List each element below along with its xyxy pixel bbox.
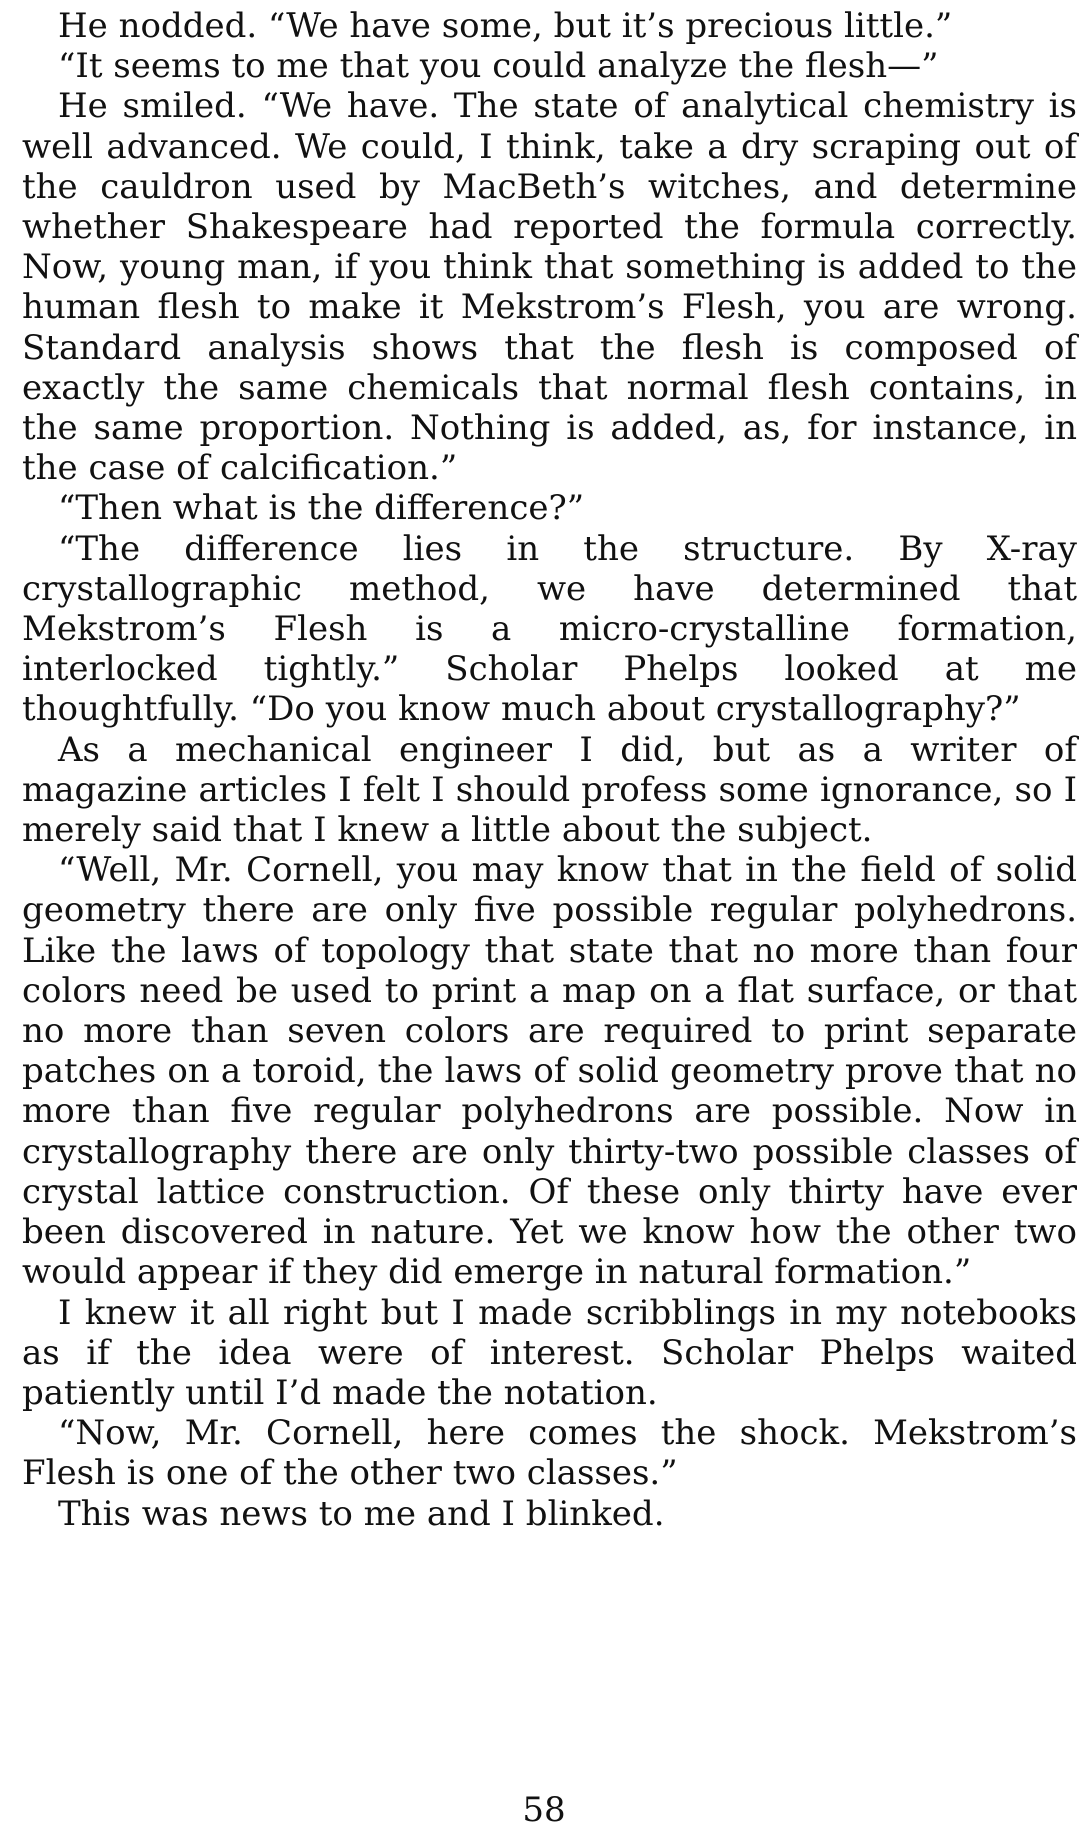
paragraph: “Well, Mr. Cornell, you may know that in the field of solid geometry there are only five possible regular polyhedrons. Like the laws of topology that state that no more than four colors need be used to print a map on a flat surface, or that no more than seven colors are required to print separate patches on a toroid, the laws of solid geometry prove that no more than five regular polyhedrons are possible. Now in crystallography there are only thirty-two possible classes of crystal lattice construction. Of these only thirty have ever been discovered in nature. Yet we know how the other two would appear if they did emerge in natural formation.” xyxy=(22,850,1077,1293)
paragraph: “Then what is the difference?” xyxy=(58,488,585,529)
paragraph: “Now, Mr. Cornell, here comes the shock. Mekstrom’s Flesh is one of the other two classes.” xyxy=(22,1413,1077,1494)
paragraph: “It seems to me that you could analyze the flesh—” xyxy=(58,46,939,87)
paragraph: “The difference lies in the structure. By X-ray crystallographic method, we have determined that Mekstrom’s Flesh is a micro-crystalline formation, interlocked tightly.” Scholar Phelps looked at me thoughtfully. “Do you know much about crystallography?” xyxy=(22,528,1077,730)
page-number: 58 xyxy=(522,1790,566,1830)
paragraph: This was news to me and I blinked. xyxy=(58,1493,665,1534)
paragraph: He smiled. “We have. The state of analytical chemistry is well advanced. We could, I think, take a dry scraping out of the cauldron used by MacBeth’s witches, and determine whether Shakespeare had reported the formula correctly. Now, young man, if you think that something is added to the human flesh to make it Mekstrom’s Flesh, you are wrong. Standard analysis shows that the flesh is composed of exactly the same chemicals that normal flesh contains, in the same proportion. Nothing is added, as, for instance, in the case of calcification.” xyxy=(22,86,1077,489)
book-page-text xyxy=(22,6,1077,1534)
paragraph: I knew it all right but I made scribblings in my notebooks as if the idea were of interest. Scholar Phelps waited patiently until I’d made the notation. xyxy=(22,1292,1077,1413)
paragraph: He nodded. “We have some, but it’s precious little.” xyxy=(58,6,953,46)
paragraph: As a mechanical engineer I did, but as a writer of magazine articles I felt I should profess some ignorance, so I merely said that I knew a little about the subject. xyxy=(22,729,1077,851)
